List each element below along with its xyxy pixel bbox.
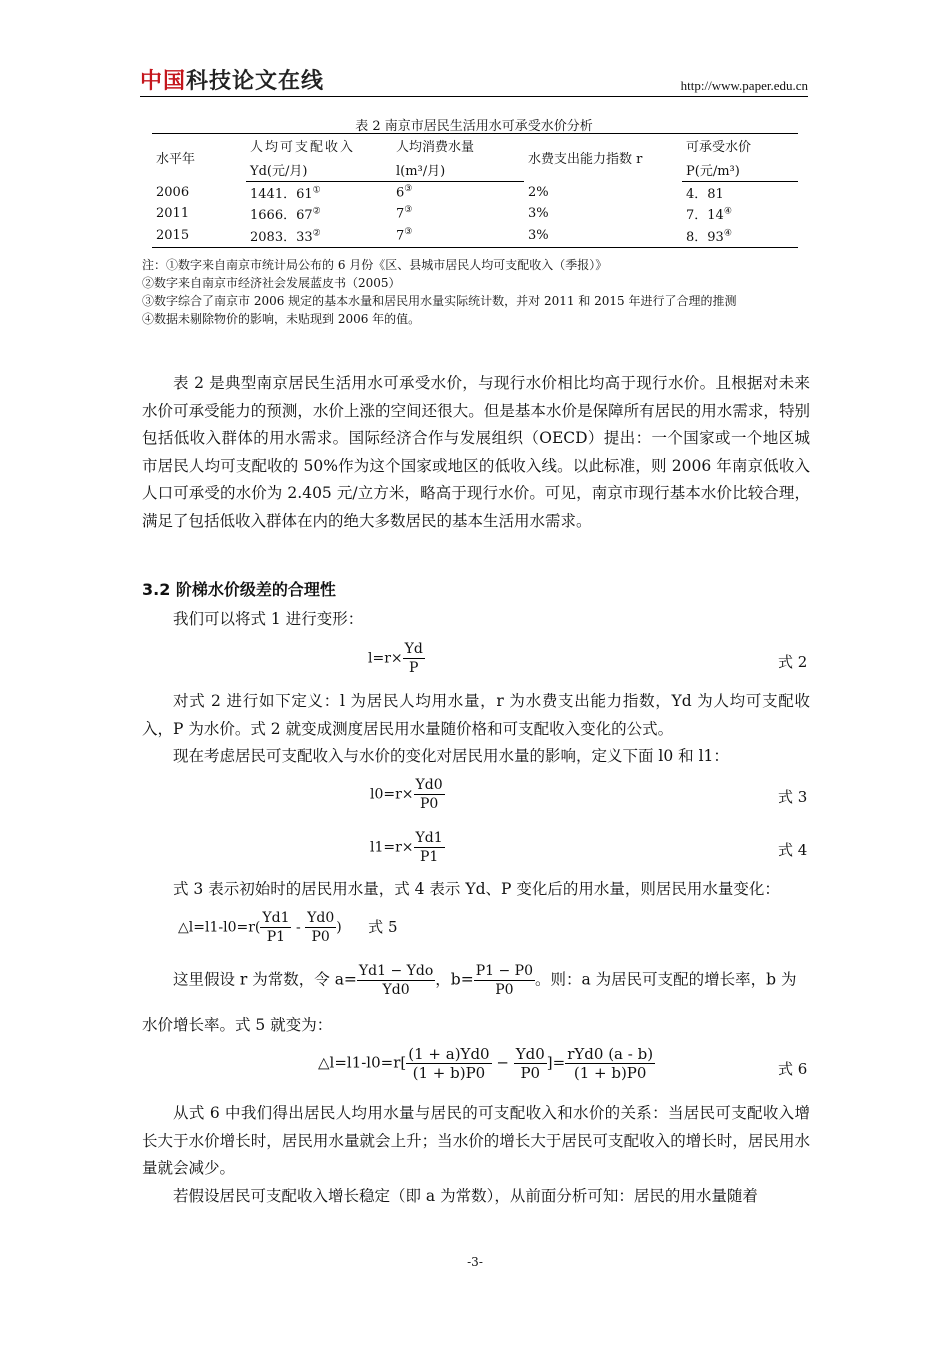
fraction: $\frac{Yd1}{P1}$ [415, 830, 443, 865]
footnote-mark: ④ [723, 206, 732, 217]
equation-3: l0=r× $\frac{Yd0}{P0}$ [370, 777, 443, 812]
col-header-water: 人均消费水量 [392, 134, 524, 158]
col-subheader-price: P(元/m³) [682, 158, 798, 182]
site-logo [140, 64, 324, 95]
cell-water: 7③ [392, 224, 524, 248]
cell-year: 2015 [152, 224, 246, 248]
footnote-mark: ③ [404, 204, 413, 215]
table-caption: 表 2 南京市居民生活用水可承受水价分析 [355, 119, 593, 134]
cell-price: 4．81 [686, 186, 724, 202]
note-4: ④数据未剔除物价的影响，未贴现到 2006 年的值。 [142, 312, 421, 326]
table-notes [142, 256, 812, 328]
page-number: -3- [467, 1255, 483, 1269]
paragraph-3: 对式 2 进行如下定义：l 为居民人均用水量，r 为水费支出能力指数，Yd 为人均可支配收入，P 为水价。式 2 就变成测度居民用水量随价格和可支配收入变化的公式。 [142, 692, 810, 738]
cell-income: 1666．67② [250, 206, 321, 223]
fraction: $\frac{\text{rYd0 (a - b)}}{(1 + b)P0}$ [567, 1045, 654, 1082]
fraction: $\frac{Yd0}{P0}$ [515, 1045, 545, 1082]
paragraph-5: 式 3 表示初始时的居民用水量，式 4 表示 Yd、P 变化后的用水量，则居民用水量变化： [173, 880, 780, 898]
cell-ratio: 2% [528, 184, 549, 200]
equation-6: △l=l1-l0=r[ $\frac{(1 + a)Yd0}{(1 + b)P0}$ − $\frac{Yd0}{P0}$ ]= $\frac{\text{rYd0 (a - b)}}{(1 + b)P0}$ [318, 1045, 654, 1082]
footnote-mark: ② [312, 228, 321, 239]
equation-4-label: 式 4 [778, 841, 808, 859]
equation-3-label: 式 3 [778, 788, 808, 806]
footnote-mark: ③ [404, 184, 413, 195]
logo-red-text: 中国 [140, 69, 187, 94]
cell-ratio: 3% [524, 224, 682, 248]
equation-5: △l=l1-l0=r( $\frac{Yd1}{P1}$ - $\frac{Yd0}{P0}$ ) 式 5 [178, 910, 398, 945]
fraction-b: $\frac{P1 - P0}{P0}$ [475, 963, 534, 998]
table-row [152, 182, 798, 203]
equation-2: l=r× $\frac{Yd}{P}$ [368, 641, 423, 676]
footnote-mark: ④ [723, 228, 732, 239]
fraction-a: $\frac{\text{Yd1 − Ydo}}{Yd0}$ [358, 963, 434, 998]
cell-ratio: 3% [528, 205, 549, 221]
table-row [152, 203, 798, 224]
logo-dark-text: 科技论文在线 [186, 69, 325, 94]
equation-2-label: 式 2 [778, 653, 808, 671]
footnote-mark: ③ [404, 227, 413, 238]
fraction: $\frac{Yd0}{P0}$ [415, 777, 443, 812]
water-price-table [152, 133, 798, 248]
cell-price: 8．93④ [682, 224, 798, 248]
fraction: $\frac{Yd}{P}$ [404, 641, 423, 676]
table-row [152, 224, 798, 248]
paragraph-6: 这里假设 r 为常数，令 a= $\frac{\text{Yd1 − Ydo}}{Yd0}$ ，b= $\frac{P1 - P0}{P0}$ 。则：a 为居民可支配的增长率，b 为 [173, 963, 797, 998]
paragraph-7: 从式 6 中我们得出居民人均用水量与居民的可支配收入和水价的关系：当居民可支配收入增长大于水价增长时，居民用水量就会上升；当水价的增长大于居民可支配收入的增长时，居民用水量就会减少。 [142, 1104, 810, 1177]
col-subheader-income: Yd(元/月) [246, 158, 392, 182]
fraction: $\frac{(1 + a)Yd0}{(1 + b)P0}$ [408, 1045, 490, 1082]
col-header-ratio: 水费支出能力指数 r [524, 134, 682, 182]
col-header-price: 可承受水价 [682, 134, 798, 158]
section-heading: 3.2 阶梯水价级差的合理性 [142, 580, 336, 599]
fraction: $\frac{Yd1}{P1}$ [262, 910, 290, 945]
paragraph-2: 我们可以将式 1 进行变形： [173, 610, 364, 628]
cell-year: 2006 [156, 184, 190, 200]
cell-water: 6③ [396, 184, 413, 201]
note-2: ②数字来自南京市经济社会发展蓝皮书（2005） [142, 276, 401, 290]
header-divider [140, 96, 808, 97]
note-1: 注：①数字来自南京市统计局公布的 6 月份《区、县城市居民人均可支配收入（季报）》 [142, 258, 608, 272]
paragraph-1: 表 2 是典型南京居民生活用水可承受水价，与现行水价相比均高于现行水价。且根据对未来水价可承受能力的预测，水价上涨的空间还很大。但是基本水价是保障所有居民的用水需求，特别包括低收入群体的用水需求。国际经济合作与发展组织（OECD）提出：一个国家或一个地区城市居民人均可支配收的 50%作为这个国家或地区的低收入线。以此标准，则 2006 年南京低收入人口可承受的水价为 2.405 元/立方米，略高于现行水价。可见，南京市现行基本水价比较合理，满足了包括低收入群体在内的绝大多数居民的基本生活用水需求。 [142, 374, 810, 530]
footnote-mark: ① [312, 185, 321, 196]
equation-4: l1=r× $\frac{Yd1}{P1}$ [370, 830, 443, 865]
cell-water: 7③ [396, 204, 413, 222]
footnote-mark: ② [312, 206, 321, 217]
note-3: ③数字综合了南京市 2006 规定的基本水量和居民用水量实际统计数，并对 2011 和 2015 年进行了合理的推测 [142, 294, 737, 308]
header-url[interactable]: http://www.paper.edu.cn [680, 78, 808, 93]
paragraph-8: 若假设居民可支配收入增长稳定（即 a 为常数），从前面分析可知：居民的用水量随着 [173, 1187, 758, 1205]
cell-price: 7．14④ [686, 206, 732, 223]
equation-6-label: 式 6 [778, 1060, 808, 1078]
cell-year: 2011 [156, 205, 190, 221]
col-header-year: 水平年 [152, 134, 246, 182]
cell-income: 1441．61① [250, 185, 321, 202]
equation-5-label: 式 5 [368, 917, 398, 936]
paragraph-4: 现在考虑居民可支配收入与水价的变化对居民用水量的影响，定义下面 l0 和 l1： [173, 747, 729, 765]
col-header-income: 人均可支配收入 [246, 134, 392, 158]
paragraph-6-cont: 水价增长率。式 5 就变为： [142, 1016, 333, 1034]
cell-income: 2083．33② [246, 224, 392, 248]
col-subheader-water: l(m³/月) [392, 158, 524, 182]
fraction: $\frac{Yd0}{P0}$ [307, 910, 335, 945]
